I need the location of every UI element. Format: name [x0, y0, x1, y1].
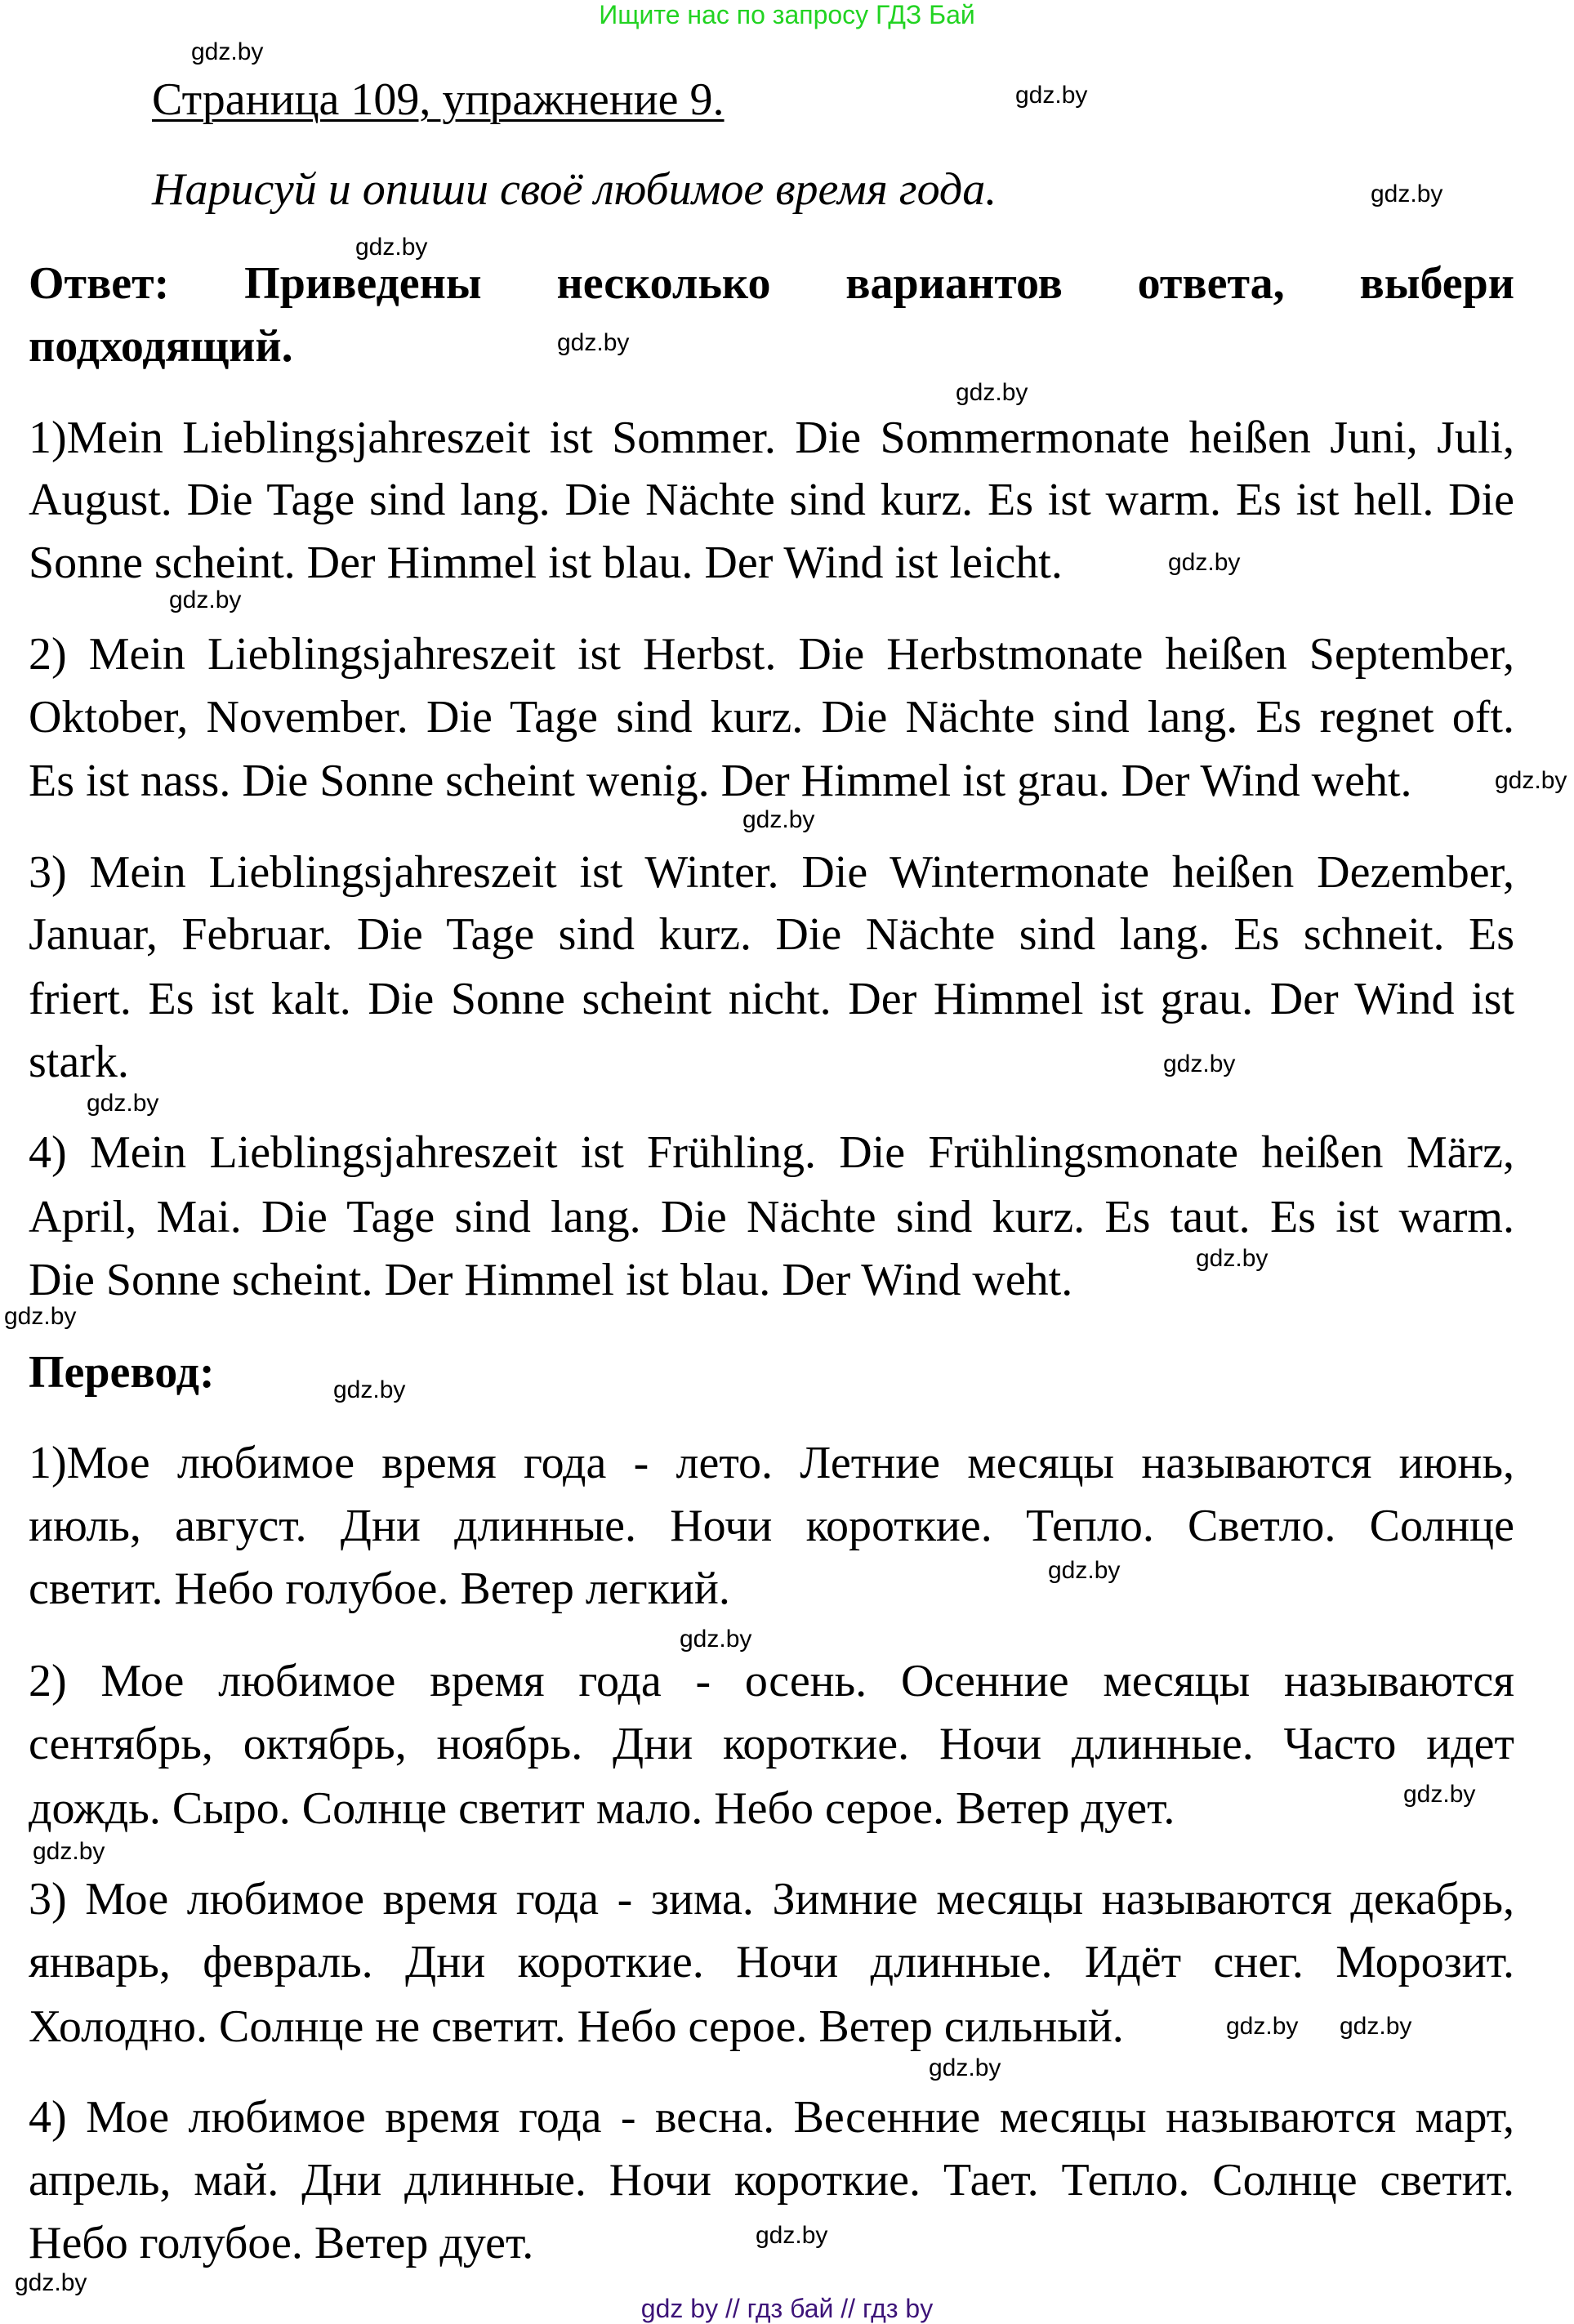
watermark: gdz.by — [87, 1090, 159, 1117]
russian-translation-line: 2) Мое любимое время года - осень. Осенние месяцы называются — [29, 1656, 1514, 1706]
german-paragraph-line: Die Sonne scheint. Der Himmel ist blau. Der Wind weht. — [29, 1255, 1073, 1305]
watermark: gdz.by — [1403, 1781, 1476, 1808]
watermark: gdz.by — [355, 234, 428, 261]
watermark: gdz.by — [956, 379, 1028, 406]
russian-translation-line: Небо голубое. Ветер дует. — [29, 2218, 534, 2268]
german-paragraph-line: Januar, Februar. Die Tage sind kurz. Die Nächte sind lang. Es schneit. Es — [29, 909, 1514, 960]
watermark: gdz.by — [557, 329, 630, 356]
watermark: gdz.by — [33, 1838, 105, 1865]
german-paragraph-line: Oktober, November. Die Tage sind kurz. Die Nächte sind lang. Es regnet oft. — [29, 692, 1514, 743]
watermark: gdz.by — [680, 1626, 752, 1653]
watermark: gdz.by — [756, 2222, 828, 2249]
german-paragraph-line: 3) Mein Lieblingsjahreszeit ist Winter. Die Wintermonate heißen Dezember, — [29, 847, 1514, 898]
watermark: gdz.by — [1163, 1050, 1236, 1077]
watermark: gdz.by — [333, 1376, 406, 1403]
watermark: gdz.by — [1015, 82, 1088, 109]
russian-translation-line: июль, август. Дни длинные. Ночи короткие. Тепло. Светло. Солнце — [29, 1501, 1514, 1551]
watermark: gdz.by — [1495, 767, 1567, 794]
translation-heading: Перевод: — [29, 1347, 215, 1398]
watermark: gdz.by — [4, 1303, 77, 1330]
german-paragraph-line: friert. Es ist kalt. Die Sonne scheint nicht. Der Himmel ist grau. Der Wind ist — [29, 974, 1514, 1024]
watermark: gdz.by — [1371, 181, 1443, 207]
german-paragraph-line: stark. — [29, 1037, 129, 1087]
russian-translation-line: дождь. Сыро. Солнце светит мало. Небо серое. Ветер дует. — [29, 1783, 1175, 1834]
watermark: gdz.by — [1340, 2013, 1412, 2040]
german-paragraph-line: 4) Mein Lieblingsjahreszeit ist Frühling. Die Frühlingsmonate heißen März, — [29, 1127, 1514, 1178]
answer-heading: Ответ: Приведены несколько вариантов ответа, выбери — [29, 258, 1514, 309]
german-paragraph-line: August. Die Tage sind lang. Die Nächte sind kurz. Es ist warm. Es ist hell. Die — [29, 475, 1514, 525]
german-paragraph-line: Sonne scheint. Der Himmel ist blau. Der Wind ist leicht. — [29, 538, 1063, 588]
watermark: gdz.by — [929, 2054, 1001, 2081]
watermark: gdz.by — [15, 2269, 87, 2296]
russian-translation-line: 4) Мое любимое время года - весна. Весенние месяцы называются март, — [29, 2092, 1514, 2143]
watermark: gdz.by — [169, 587, 242, 613]
german-paragraph-line: April, Mai. Die Tage sind lang. Die Nächte sind kurz. Es taut. Es ist warm. — [29, 1192, 1514, 1242]
german-paragraph-line: 2) Mein Lieblingsjahreszeit ist Herbst. Die Herbstmonate heißen September, — [29, 629, 1514, 680]
task-text: Нарисуй и опиши своё любимое время года. — [152, 164, 997, 215]
footer-links: gdz by // гдз бай // гдз by — [640, 2294, 934, 2323]
russian-translation-line: 3) Мое любимое время года - зима. Зимние месяцы называются декабрь, — [29, 1874, 1514, 1925]
russian-translation-line: январь, февраль. Дни короткие. Ночи длинные. Идёт снег. Морозит. — [29, 1937, 1514, 1987]
watermark: gdz.by — [1196, 1245, 1269, 1272]
watermark: gdz.by — [1048, 1557, 1121, 1584]
german-paragraph-line: 1)Mein Lieblingsjahreszeit ist Sommer. Die Sommermonate heißen Juni, Juli, — [29, 413, 1514, 463]
watermark: gdz.by — [742, 806, 815, 833]
answer-heading: подходящий. — [29, 321, 293, 372]
german-paragraph-line: Es ist nass. Die Sonne scheint wenig. Der Himmel ist grau. Der Wind weht. — [29, 756, 1412, 806]
russian-translation-line: Холодно. Солнце не светит. Небо серое. Ветер сильный. — [29, 2001, 1124, 2052]
russian-translation-line: апрель, май. Дни длинные. Ночи короткие. Тает. Тепло. Солнце светит. — [29, 2155, 1514, 2206]
page-title: Страница 109, упражнение 9. — [152, 74, 725, 125]
watermark: gdz.by — [1226, 2013, 1299, 2040]
search-banner: Ищите нас по запросу ГДЗ Бай — [599, 0, 975, 29]
russian-translation-line: сентябрь, октябрь, ноябрь. Дни короткие. Ночи длинные. Часто идет — [29, 1719, 1514, 1769]
russian-translation-line: 1)Мое любимое время года - лето. Летние месяцы называются июнь, — [29, 1438, 1514, 1488]
watermark: gdz.by — [1168, 549, 1241, 576]
watermark: gdz.by — [191, 38, 264, 65]
russian-translation-line: светит. Небо голубое. Ветер легкий. — [29, 1563, 730, 1614]
